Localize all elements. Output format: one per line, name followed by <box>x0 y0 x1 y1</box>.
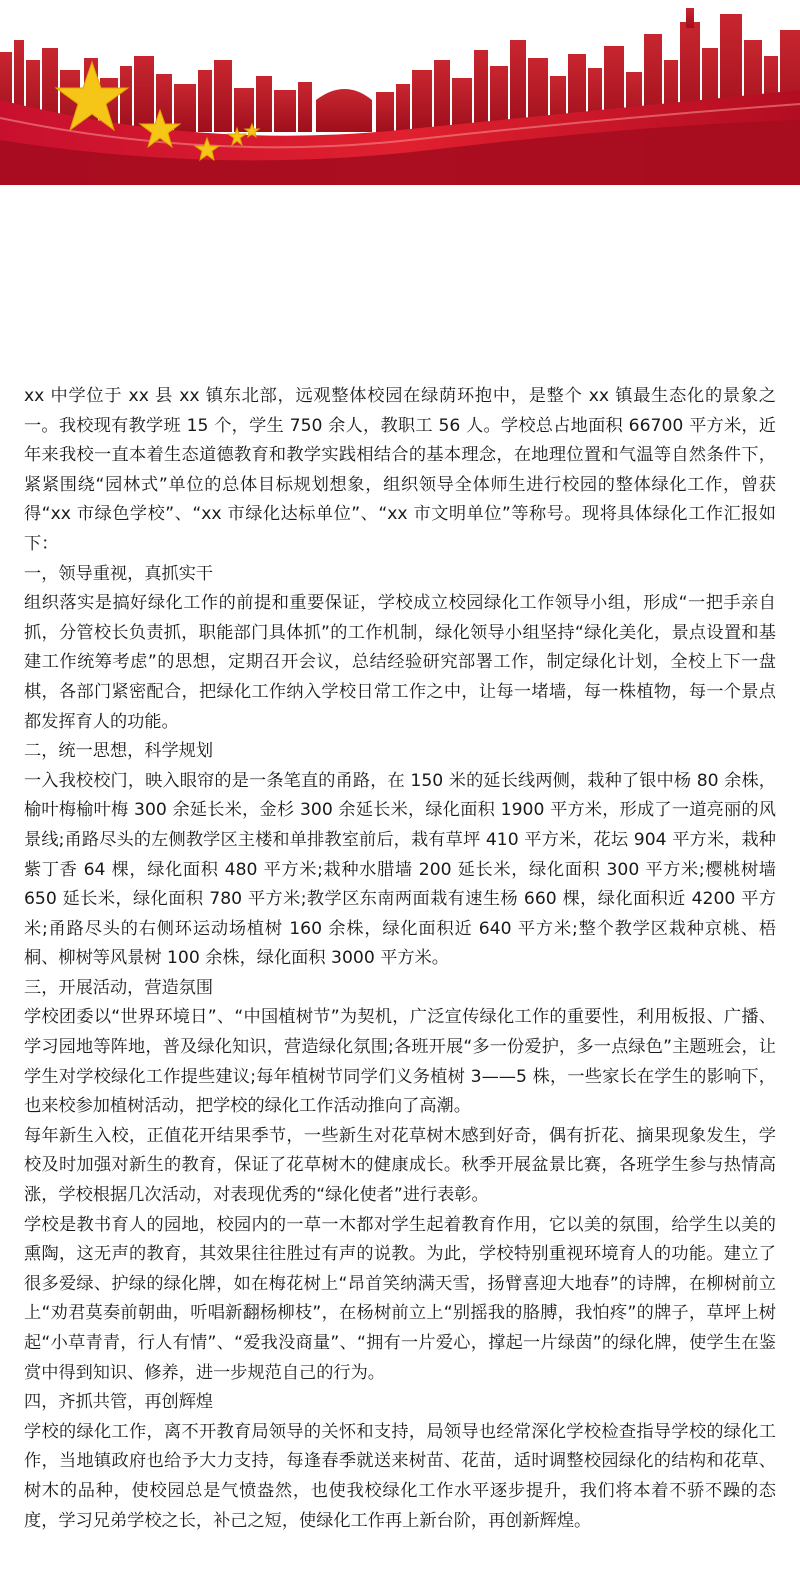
section-3-paragraph-2: 每年新生入校，正值花开结果季节，一些新生对花草树木感到好奇，偶有折花、摘果现象发生，学校及时加强对新生的教育，保证了花草树木的健康成长。秋季开展盆景比赛，各班学生参与热情高涨，学校根据几次活动，对表现优秀的“绿化使者”进行表彰。 <box>24 1125 776 1206</box>
section-3-paragraph-3: 学校是教书育人的园地，校园内的一草一木都对学生起着教育作用，它以美的氛围，给学生以美的熏陶，这无声的教育，其效果往往胜过有声的说教。为此，学校特别重视环境育人的功能。建立了很多爱绿、护绿的绿化牌，如在梅花树上“昂首笑纳满天雪，扬臂喜迎大地春”的诗牌，在柳树前立上“劝君莫奏前朝曲，听唱新翻杨柳枝”，在杨树前立上“别摇我的胳膊，我怕疼”的牌子，草坪上树起“小草青青，行人有情”、“爱我没商量”、“拥有一片爱心，撑起一片绿茵”的绿化牌，使学生在鉴赏中得到知识、修养，进一步规范自己的行为。 <box>24 1214 776 1383</box>
section-heading-3: 三，开展活动，营造氛围 <box>24 977 214 998</box>
header-banner <box>0 0 800 185</box>
section-heading-1: 一，领导重视，真抓实干 <box>24 563 214 584</box>
section-3-paragraph-1: 学校团委以“世界环境日”、“中国植树节”为契机，广泛宣传绿化工作的重要性，利用板报、广播、学习园地等阵地，普及绿化知识，营造绿化氛围;各班开展“多一份爱护，多一点绿色”主题班会，让学生对学校绿化工作提些建议;每年植树节同学们义务植树 3——5 株，一些家长在学生的影响下，也来校参加植树活动，把学校的绿化工作活动推向了高潮。 <box>24 1007 776 1117</box>
section-4-paragraph: 学校的绿化工作，离不开教育局领导的关怀和支持，局领导也经常深化学校检查指导学校的绿化工作，当地镇政府也给予大力支持，每逢春季就送来树苗、花苗，适时调整校园绿化的结构和花草、树木的品种，使校园总是气愤盎然，也使我校绿化工作水平逐步提升，我们将本着不骄不躁的态度，学习兄弟学校之长，补己之短，使绿化工作再上新台阶，再创新辉煌。 <box>24 1421 776 1531</box>
section-heading-2: 二，统一思想，科学规划 <box>24 741 214 762</box>
section-2-paragraph: 一入我校校门，映入眼帘的是一条笔直的甬路，在 150 米的延长线两侧，栽种了银中杨 80 余株，榆叶梅榆叶梅 300 余延长米，金杉 300 余延长米，绿化面积 1900 平方米，形成了一道亮丽的风景线;甬路尽头的左侧教学区主楼和单排教室前后，栽有草坪 410 平方米，花坛 904 平方米，栽种紫丁香 64 棵，绿化面积 480 平方米;栽种水腊墙 200 延长米，绿化面积 300 平方米;樱桃树墙 650 延长米，绿化面积 780 平方米;教学区东南两面栽有速生杨 660 棵，绿化面积近 4200 平方米;甬路尽头的右侧环运动场植树 160 余株，绿化面积近 640 平方米;整个教学区栽种京桃、梧桐、柳树等风景树 100 余株，绿化面积 3000 平方米。 <box>24 770 776 969</box>
section-heading-4: 四，齐抓共管，再创辉煌 <box>24 1392 214 1413</box>
intro-paragraph: xx 中学位于 xx 县 xx 镇东北部，远观整体校园在绿荫环抱中，是整个 xx 镇最生态化的景象之一。我校现有教学班 15 个，学生 750 余人，教职工 56 人。学校总占地面积 66700 平方米，近年来我校一直本着生态道德教育和教学实践相结合的基本理念，在地理位置和气温等自然条件下，紧紧围绕“园林式”单位的总体目标规划想象，组织领导全体师生进行校园的整体绿化工作，曾获得“xx 市绿色学校”、“xx 市绿化达标单位”、“xx 市文明单位”等称号。现将具体绿化工作汇报如下： <box>24 386 776 554</box>
skyline-banner-graphic <box>0 0 800 185</box>
section-1-paragraph: 组织落实是搞好绿化工作的前提和重要保证，学校成立校园绿化工作领导小组，形成“一把手亲自抓，分管校长负责抓，职能部门具体抓”的工作机制，绿化领导小组坚持“绿化美化，景点设置和基建工作统筹考虑”的思想，定期召开会议，总结经验研究部署工作，制定绿化计划，全校上下一盘棋，各部门紧密配合，把绿化工作纳入学校日常工作之中，让每一堵墙，每一株植物，每一个景点都发挥育人的功能。 <box>24 593 776 732</box>
report-body <box>24 382 776 1536</box>
